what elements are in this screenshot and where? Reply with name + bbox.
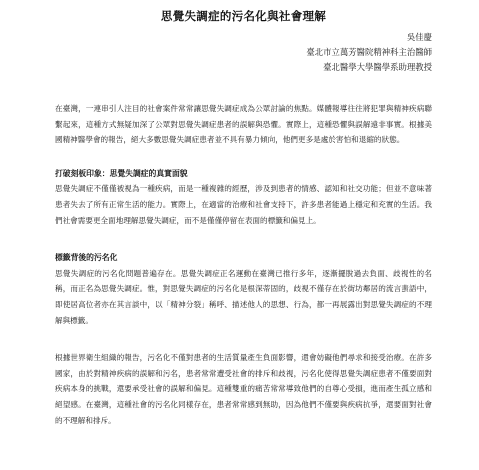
author-position-2: 臺北醫學大學醫學系助理教授	[323, 62, 432, 72]
section-1-body: 思覺失調症不僅僅被視為一種疾病，而是一種複雜的經歷，涉及到患者的情感、認知和社交功能；但並不意味著患者失去了所有正常生活的能力。實際上，在適當的治療和社會支持下，許多患者能過上穩定和充實的生活。我們社會需要更全面地理解思覺失調症，而不是僅僅停留在表面的標籤和偏見上。	[55, 184, 432, 225]
author-position-1: 臺北市立萬芳醫院精神科主治醫師	[306, 47, 432, 57]
section-1-heading: 打破刻板印象：思覺失調症的真實面貌	[55, 168, 188, 178]
section-2-heading: 標籤背後的污名化	[55, 253, 118, 263]
section-2-body: 思覺失調症的污名化問題普遍存在。思覺失調症正名運動在臺灣已推行多年，逐漸擺脫過去負面、歧視性的名稱，而正名為思覺失調症。惟，對思覺失調症的污名化是根深蒂固的，歧視不僅存在於街坊鄰居的流言蜚語中，即使居高位者亦在其言談中，以「精神分裂」稱呼、描述他人的思想、行為，都一再展露出對思覺失調症的不理解與標籤。	[55, 268, 432, 325]
author-block	[55, 30, 432, 75]
closing-paragraph: 根據世界衛生組織的報告，污名化不僅對患者的生活質量產生負面影響，還會妨礙他們尋求和接受治療。在許多國家，由於對精神疾病的誤解和污名，患者常常遭受社會的排斥和歧視，污名化使得思覺失調症患者不僅要面對疾病本身的挑戰，還要承受社會的誤解和偏見。這種雙重的痛苦常常導致他們的自尊心受損，進而產生孤立感和絕望感。在臺灣，這種社會的污名化同樣存在，患者常常感到無助，因為他們不僅要與疾病抗爭，還要面對社會的不理解和排斥。	[55, 353, 432, 425]
intro-paragraph: 在臺灣，一連串引人注目的社會案件常常讓思覺失調症成為公眾討論的焦點。媒體報導往往將犯罪與精神疾病聯繫起來，這種方式無疑加深了公眾對思覺失調症患者的誤解與恐懼。實際上，這種恐懼與誤解遠非事實。根據美國精神醫學會的報告，絕大多數思覺失調症患者並不具有暴力傾向，他們更多是處於害怕和退縮的狀態。	[55, 104, 432, 145]
document-title: 思覺失調症的污名化與社會理解	[160, 9, 327, 23]
author-name: 吳佳慶	[406, 32, 432, 42]
